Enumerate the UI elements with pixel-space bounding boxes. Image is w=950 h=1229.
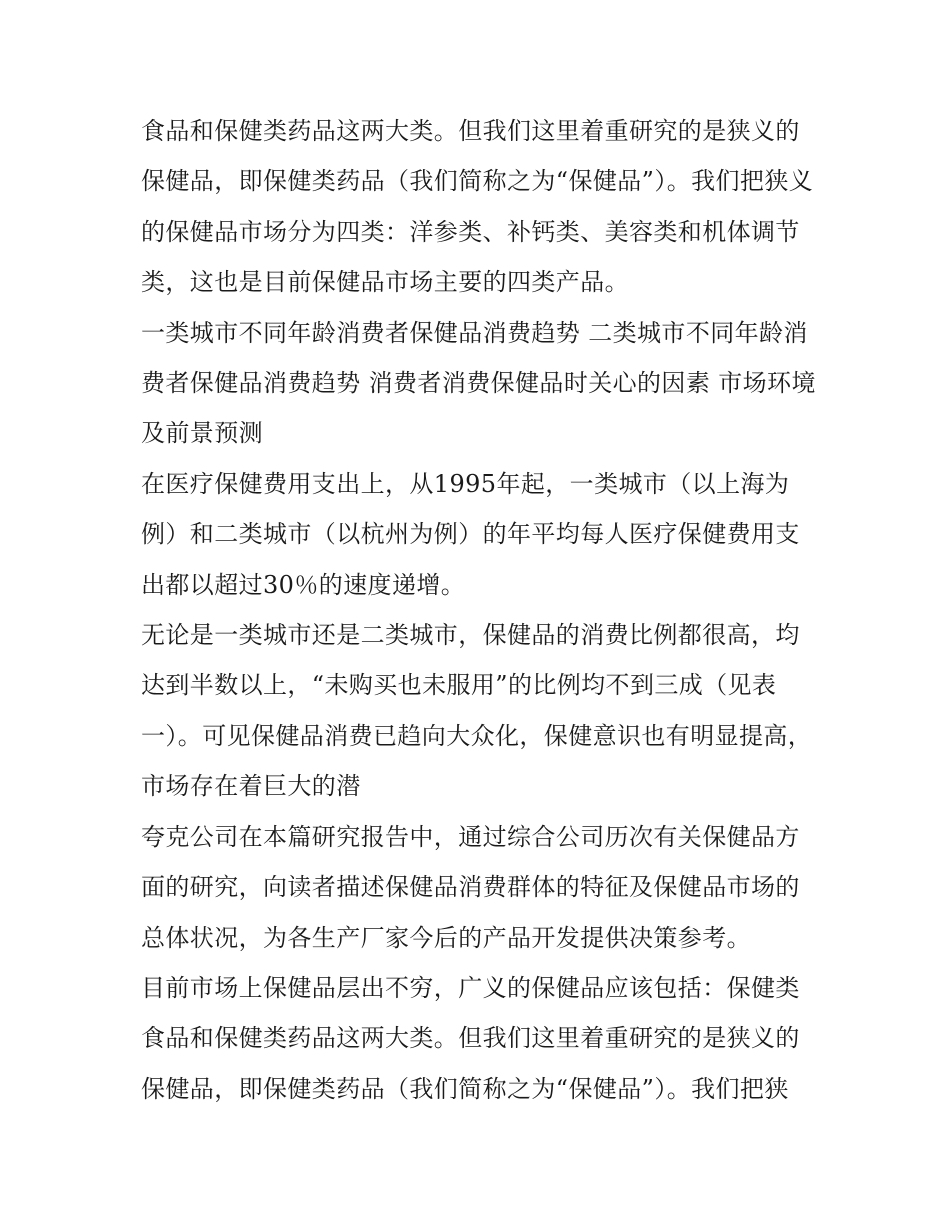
paragraph-section-headings: 一类城市不同年龄消费者保健品消费趋势 二类城市不同年龄消费者保健品消费趋势 消费者消费保健品时关心的因素 市场环境及前景预测 bbox=[141, 318, 816, 448]
document-body bbox=[141, 106, 821, 1114]
paragraph-health-product-categories: 食品和保健类药品这两大类。但我们这里着重研究的是狭义的保健品，即保健类药品（我们简称之为“保健品”）。我们把狭义的保健品市场分为四类：洋参类、补钙类、美容类和机体调节类，这也是目前保健品市场主要的四类产品。 bbox=[141, 117, 814, 297]
paragraph-market-overview: 目前市场上保健品层出不穷，广义的保健品应该包括：保健类食品和保健类药品这两大类。但我们这里着重研究的是狭义的保健品，即保健类药品（我们简称之为“保健品”）。我们把狭 bbox=[141, 973, 800, 1103]
paragraph-report-purpose: 夸克公司在本篇研究报告中，通过综合公司历次有关保健品方面的研究，向读者描述保健品消费群体的特征及保健品市场的总体状况，为各生产厂家今后的产品开发提供决策参考。 bbox=[141, 822, 800, 952]
paragraph-medical-expenditure: 在医疗保健费用支出上，从1995年起，一类城市（以上海为例）和二类城市（以杭州为例）的年平均每人医疗保健费用支出都以超过30％的速度递增。 bbox=[141, 469, 800, 599]
paragraph-consumption-ratio: 无论是一类城市还是二类城市，保健品的消费比例都很高，均达到半数以上，“未购买也未服用”的比例均不到三成（见表一）。可见保健品消费已趋向大众化，保健意识也有明显提高，市场存在着巨大的潜 bbox=[141, 621, 813, 801]
